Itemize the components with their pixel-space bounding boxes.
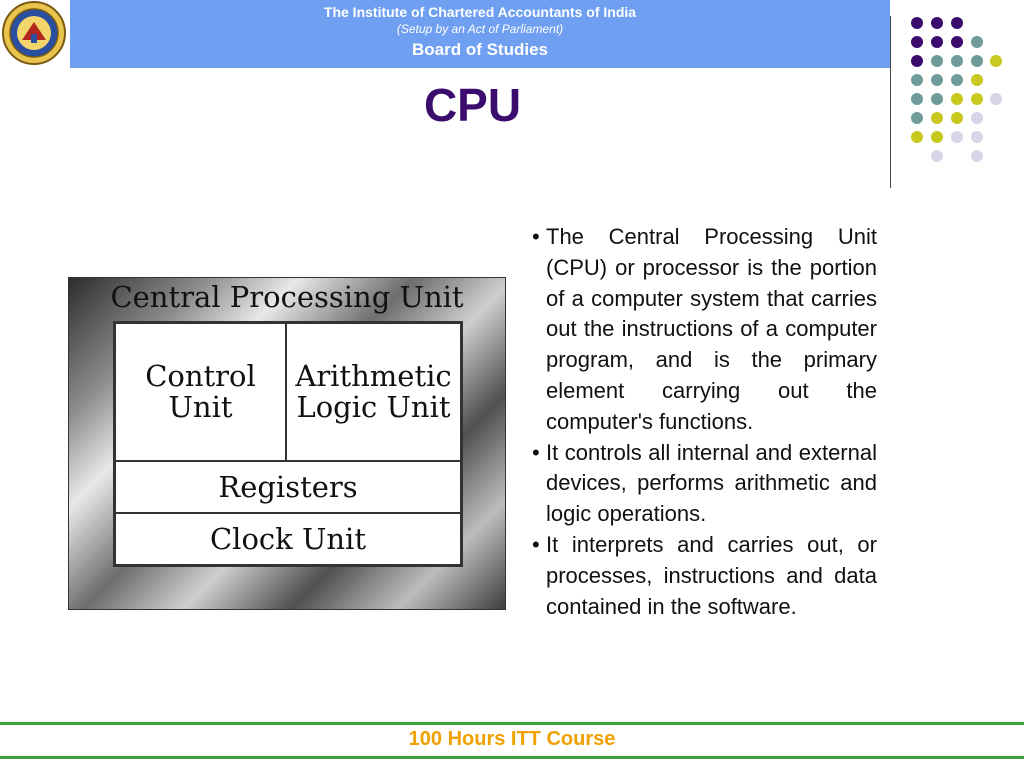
bullet-item: • It interprets and carries out, or processes, instructions and data contained in the software. — [532, 530, 877, 622]
registers-cell — [115, 461, 461, 513]
cpu-diagram — [68, 277, 506, 610]
clock-unit-label: Clock Unit — [209, 522, 366, 556]
alu-label-line2: Logic Unit — [296, 390, 451, 424]
alu-label-line1: Arithmetic — [295, 359, 452, 393]
icai-logo — [0, 0, 68, 66]
cpu-diagram-label: Central Processing Unit — [110, 280, 464, 314]
board-name: Board of Studies — [411, 40, 548, 59]
control-unit-label-line2: Unit — [168, 390, 233, 424]
slide-title: CPU — [423, 79, 522, 131]
bullet-item: • It controls all internal and external devices, performs arithmetic and logic operations. — [532, 438, 877, 530]
header-banner — [70, 0, 890, 68]
organization-name: The Institute of Chartered Accountants of India — [323, 4, 637, 20]
registers-label: Registers — [218, 470, 358, 504]
cpu-components-box — [113, 321, 463, 567]
alu-cell — [286, 323, 461, 461]
footer-course-title: 100 Hours ITT Course — [408, 728, 616, 750]
organization-subtitle: (Setup by an Act of Parliament) — [396, 22, 564, 36]
bullet-list — [532, 222, 877, 622]
control-unit-label-line1: Control — [145, 359, 256, 393]
footer-rule-top — [0, 722, 1024, 725]
bullet-item: • The Central Processing Unit (CPU) or processor is the portion of a computer system that carries out the instructions of a computer program, and is the primary element carrying out the computer's functions. — [532, 222, 877, 438]
clock-unit-cell — [115, 513, 461, 565]
control-unit-cell — [115, 323, 286, 461]
footer-rule-bottom — [0, 756, 1024, 759]
